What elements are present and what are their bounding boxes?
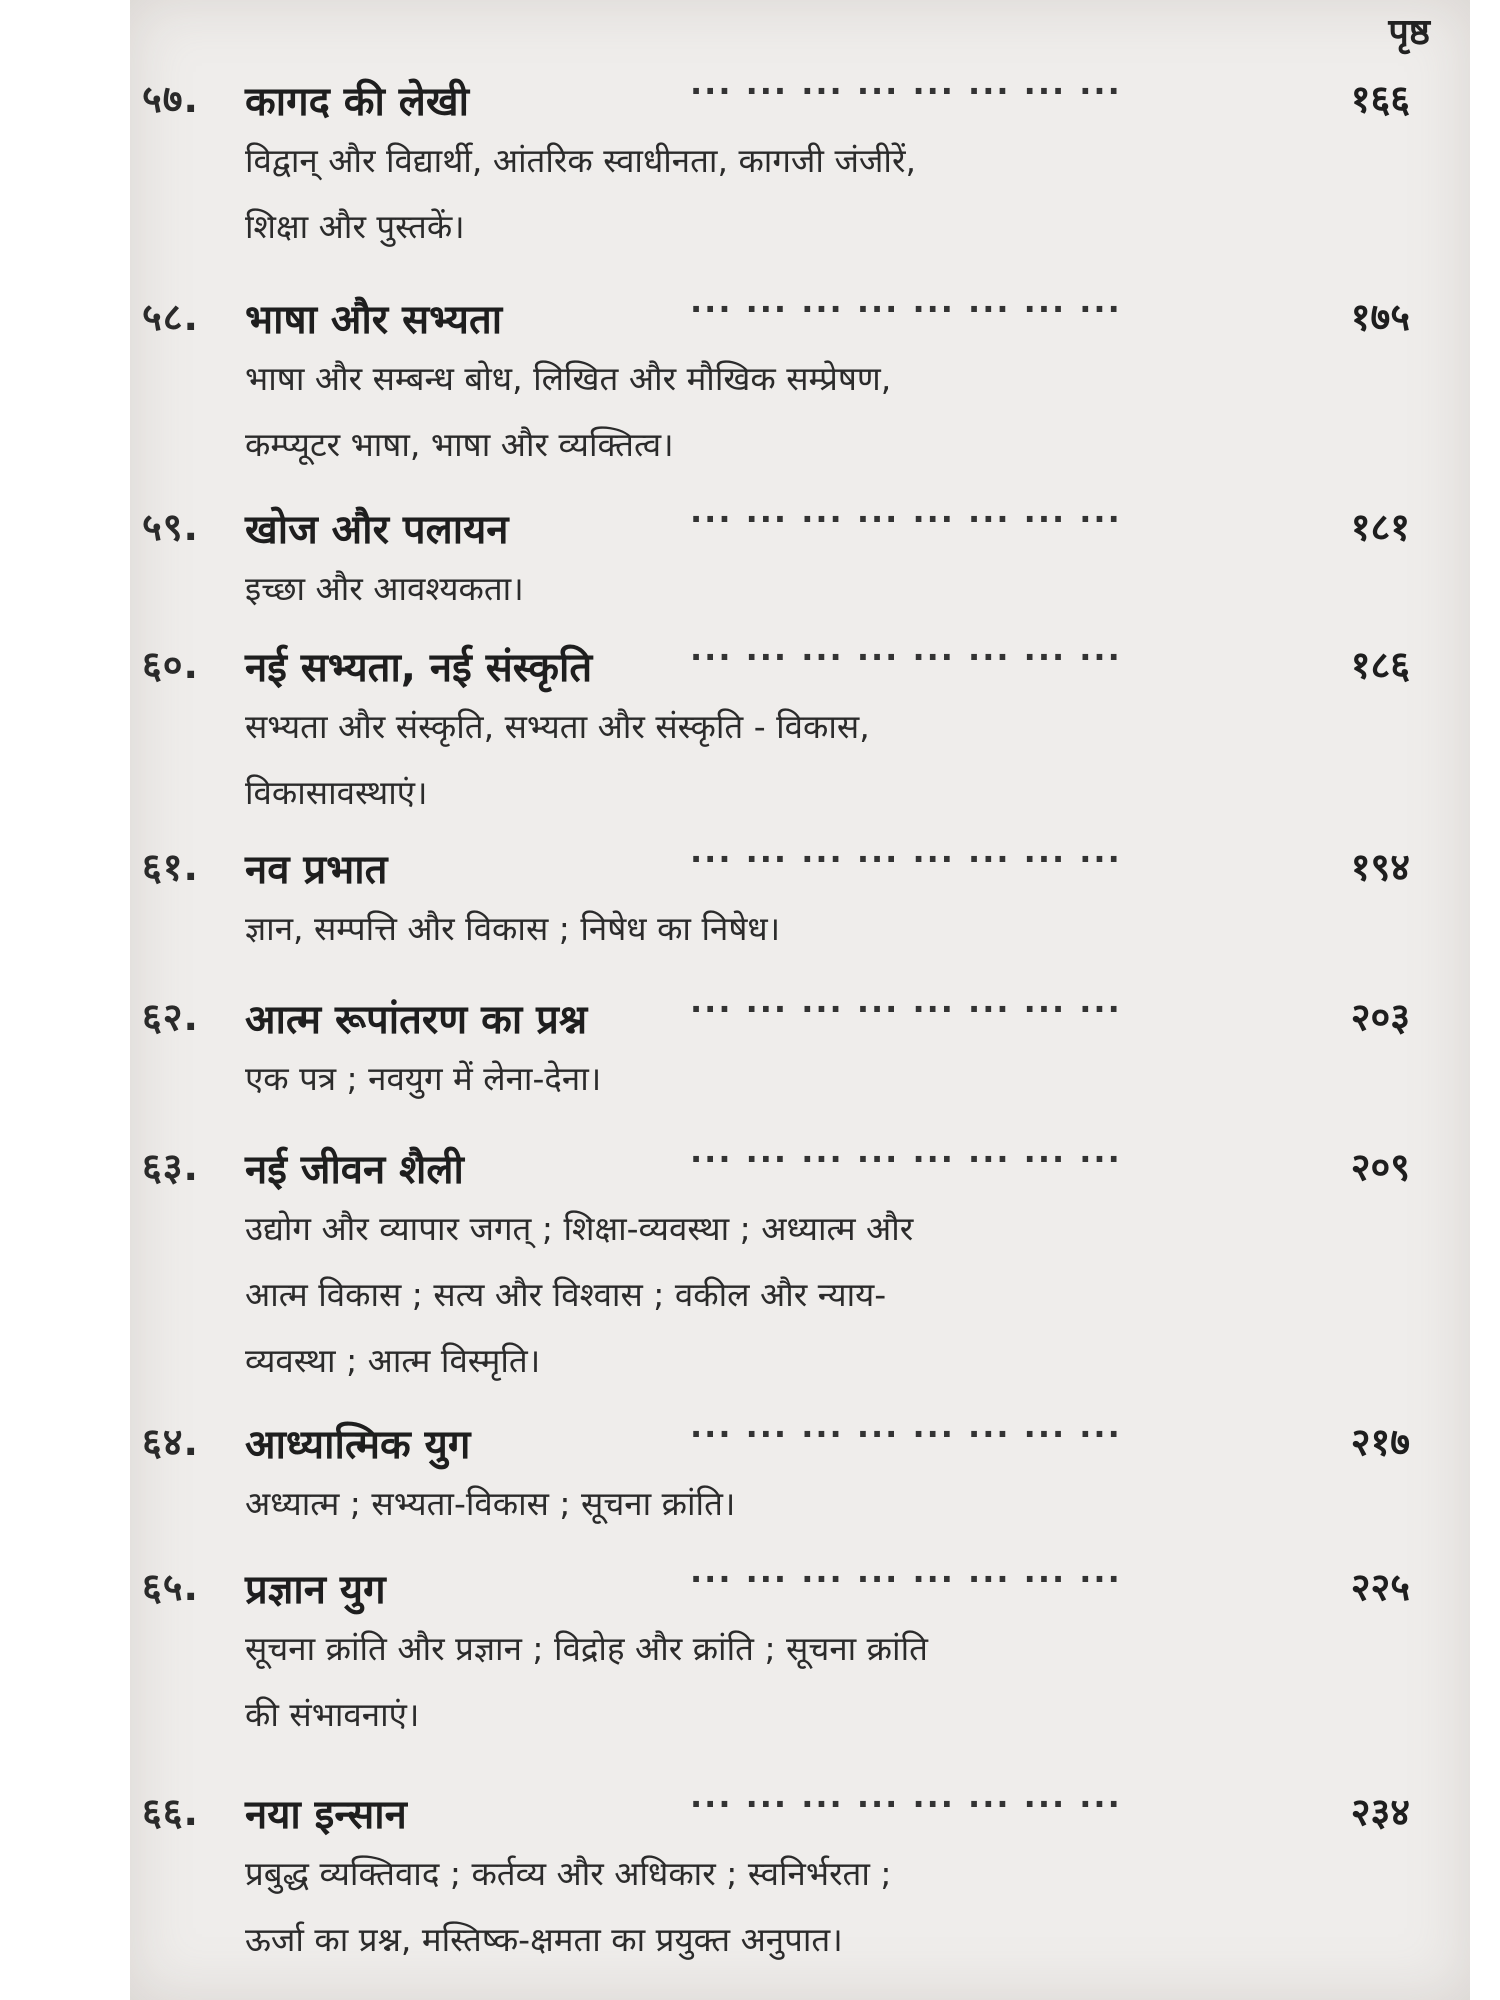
chapter-subtopics-line: शिक्षा और पुस्तकें। <box>245 207 465 246</box>
toc-entry-heading <box>130 1415 1470 1471</box>
toc-entry <box>130 1560 1470 1748</box>
toc-entry-heading <box>130 1140 1470 1196</box>
chapter-subtopics-line: भाषा और सम्बन्ध बोध, लिखित और मौखिक सम्प्रेषण, <box>245 359 892 398</box>
page-number: २०९ <box>1350 1145 1410 1189</box>
chapter-subtopics-line: सूचना क्रांति और प्रज्ञान ; विद्रोह और क्रांति ; सूचना क्रांति <box>245 1629 928 1668</box>
toc-entry-heading <box>130 840 1470 896</box>
toc-entry <box>130 1415 1470 1537</box>
table-of-contents <box>130 0 1470 2000</box>
chapter-subtopics-line: विद्वान् और विद्यार्थी, आंतरिक स्वाधीनता, कागजी जंजीरें, <box>245 141 916 180</box>
chapter-subtopics-line: इच्छा और आवश्यकता। <box>245 569 524 608</box>
leader-dots: ··· ··· ··· ··· ··· ··· ··· ··· <box>690 290 1122 328</box>
toc-entry-heading <box>130 1785 1470 1841</box>
chapter-subtopics-line: प्रबुद्ध व्यक्तिवाद ; कर्तव्य और अधिकार ; स्वनिर्भरता ; <box>245 1854 892 1893</box>
page-number: २२५ <box>1350 1565 1410 1609</box>
chapter-number: ६४. <box>142 1420 199 1464</box>
chapter-subtopics-line: उद्योग और व्यापार जगत् ; शिक्षा-व्यवस्था ; अध्यात्म और <box>245 1209 914 1248</box>
toc-entry <box>130 638 1470 826</box>
chapter-title: नई जीवन शैली <box>245 1147 464 1193</box>
chapter-subtopics-line: व्यवस्था ; आत्म विस्मृति। <box>245 1341 541 1380</box>
chapter-title: नव प्रभात <box>245 847 388 893</box>
toc-entry-heading <box>130 638 1470 694</box>
page-number: २१७ <box>1350 1420 1410 1464</box>
toc-entry <box>130 500 1470 622</box>
page-number: २३४ <box>1350 1790 1410 1834</box>
toc-entry <box>130 290 1470 478</box>
page-number: १६६ <box>1350 77 1410 121</box>
chapter-title: आध्यात्मिक युग <box>245 1422 471 1468</box>
chapter-subtopics-line: ऊर्जा का प्रश्न, मस्तिष्क-क्षमता का प्रयुक्त अनुपात। <box>245 1920 843 1959</box>
chapter-number: ६५. <box>142 1565 199 1609</box>
leader-dots: ··· ··· ··· ··· ··· ··· ··· ··· <box>690 1785 1122 1823</box>
chapter-number: ५७. <box>142 77 199 121</box>
chapter-subtopics-line: आत्म विकास ; सत्य और विश्वास ; वकील और न्याय- <box>245 1275 887 1314</box>
chapter-title: खोज और पलायन <box>245 507 509 553</box>
leader-dots: ··· ··· ··· ··· ··· ··· ··· ··· <box>690 1560 1122 1598</box>
page-number: १७५ <box>1350 295 1410 339</box>
leader-dots: ··· ··· ··· ··· ··· ··· ··· ··· <box>690 1415 1122 1453</box>
toc-entry-heading <box>130 990 1470 1046</box>
chapter-number: ५८. <box>142 295 199 339</box>
leader-dots: ··· ··· ··· ··· ··· ··· ··· ··· <box>690 72 1122 110</box>
toc-entry-heading <box>130 1560 1470 1616</box>
chapter-subtopics-line: की संभावनाएं। <box>245 1695 420 1734</box>
toc-entry-heading <box>130 290 1470 346</box>
chapter-number: ५९. <box>142 505 199 549</box>
toc-entry <box>130 1785 1470 1973</box>
toc-entry-heading <box>130 500 1470 556</box>
chapter-title: आत्म रूपांतरण का प्रश्न <box>245 997 588 1043</box>
leader-dots: ··· ··· ··· ··· ··· ··· ··· ··· <box>690 840 1122 878</box>
page-number: २०३ <box>1350 995 1410 1039</box>
chapter-number: ६६. <box>142 1790 199 1834</box>
chapter-number: ६०. <box>142 643 199 687</box>
chapter-number: ६१. <box>142 845 199 889</box>
page-column-label: पृष्ठ <box>1388 12 1430 53</box>
chapter-subtopics-line: ज्ञान, सम्पत्ति और विकास ; निषेध का निषेध। <box>245 909 781 948</box>
toc-entry <box>130 990 1470 1112</box>
leader-dots: ··· ··· ··· ··· ··· ··· ··· ··· <box>690 638 1122 676</box>
toc-entry-heading <box>130 72 1470 128</box>
page-number: १९४ <box>1350 845 1410 889</box>
chapter-subtopics-line: विकासावस्थाएं। <box>245 773 428 812</box>
leader-dots: ··· ··· ··· ··· ··· ··· ··· ··· <box>690 500 1122 538</box>
chapter-number: ६२. <box>142 995 199 1039</box>
book-page <box>130 0 1470 2000</box>
leader-dots: ··· ··· ··· ··· ··· ··· ··· ··· <box>690 990 1122 1028</box>
toc-entry <box>130 840 1470 962</box>
chapter-number: ६३. <box>142 1145 199 1189</box>
chapter-subtopics-line: एक पत्र ; नवयुग में लेना-देना। <box>245 1059 602 1098</box>
chapter-subtopics-line: कम्प्यूटर भाषा, भाषा और व्यक्तित्व। <box>245 425 674 464</box>
chapter-title: नई सभ्यता, नई संस्कृति <box>245 645 593 691</box>
chapter-title: प्रज्ञान युग <box>245 1567 386 1613</box>
toc-entry <box>130 72 1470 260</box>
chapter-subtopics-line: सभ्यता और संस्कृति, सभ्यता और संस्कृति - विकास, <box>245 707 870 746</box>
page-number: १८६ <box>1350 643 1410 687</box>
chapter-title: भाषा और सभ्यता <box>245 297 503 343</box>
leader-dots: ··· ··· ··· ··· ··· ··· ··· ··· <box>690 1140 1122 1178</box>
chapter-title: नया इन्सान <box>245 1792 407 1838</box>
page-number: १८१ <box>1350 505 1410 549</box>
toc-entry <box>130 1140 1470 1394</box>
chapter-subtopics-line: अध्यात्म ; सभ्यता-विकास ; सूचना क्रांति। <box>245 1484 736 1523</box>
chapter-title: कागद की लेखी <box>245 79 469 125</box>
